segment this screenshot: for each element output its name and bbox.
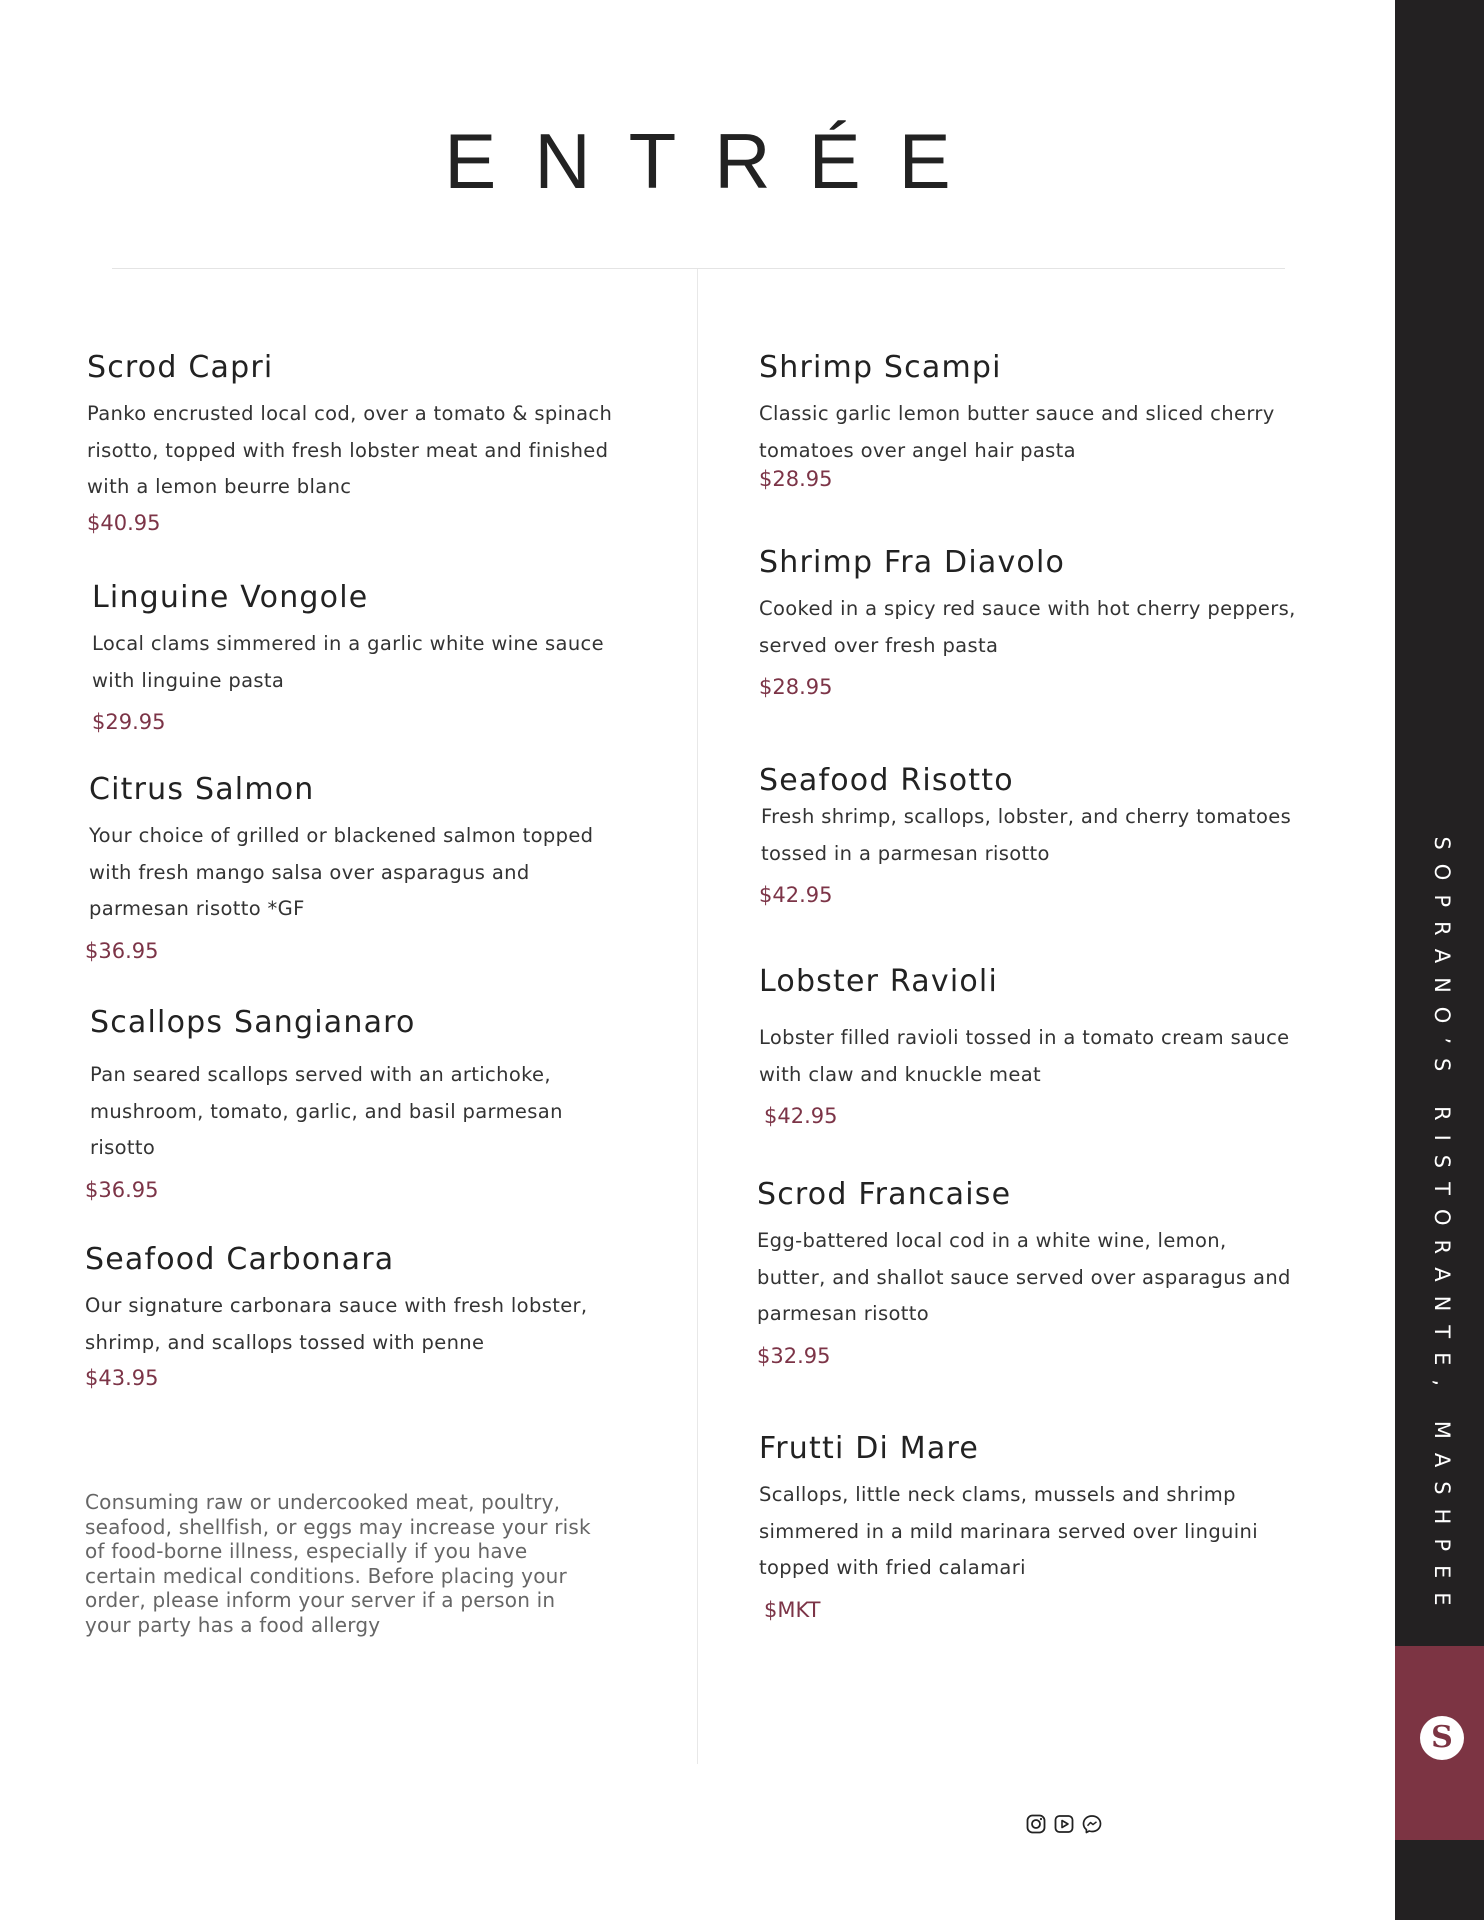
menu-item [87, 350, 627, 538]
menu-item-name: Shrimp Scampi [759, 350, 1002, 385]
social-links [1025, 1813, 1103, 1835]
instagram-icon[interactable] [1025, 1813, 1047, 1835]
menu-item [85, 1005, 610, 1205]
menu-item-name: Citrus Salmon [89, 772, 315, 807]
messenger-icon[interactable] [1081, 1813, 1103, 1835]
menu-item-price: $36.95 [85, 1177, 159, 1202]
menu-item-name: Linguine Vongole [92, 580, 369, 615]
menu-item [759, 763, 1299, 910]
menu-item-name: Scrod Francaise [757, 1177, 1012, 1212]
menu-item-name: Scallops Sangianaro [90, 1005, 416, 1040]
menu-item-description: Pan seared scallops served with an artichoke, mushroom, tomato, garlic, and basil parmesan risotto [90, 1063, 563, 1159]
menu-item-price: $MKT [764, 1597, 821, 1622]
menu-item [85, 772, 629, 966]
menu-item-description: Your choice of grilled or blackened salmon topped with fresh mango salsa over asparagus and parmesan risotto *GF [89, 824, 594, 920]
menu-item-price: $32.95 [757, 1343, 831, 1368]
menu-item-name: Lobster Ravioli [759, 964, 998, 999]
menu-item [759, 350, 1299, 494]
menu-item-price: $36.95 [85, 938, 159, 963]
column-divider [697, 269, 698, 1764]
menu-item [759, 1431, 1299, 1625]
logo-badge-icon [1420, 1716, 1464, 1760]
youtube-icon[interactable] [1053, 1813, 1075, 1835]
menu-item-price: $29.95 [92, 710, 166, 734]
menu-item-name: Seafood Risotto [759, 763, 1014, 798]
menu-item-description: Lobster filled ravioli tossed in a tomato cream sauce with claw and knuckle meat [759, 1026, 1290, 1086]
menu-item-price: $28.95 [759, 675, 833, 699]
title-divider [112, 268, 1285, 269]
menu-item-description: Local clams simmered in a garlic white wine sauce with linguine pasta [92, 632, 604, 692]
menu-item-description: Our signature carbonara sauce with fresh lobster, shrimp, and scallops tossed with penne [85, 1294, 588, 1354]
restaurant-name-vertical: SOPRANO’S RISTORANTE, MASHPEE [1430, 836, 1454, 1620]
menu-item-description: Panko encrusted local cod, over a tomato & spinach risotto, topped with fresh lobster meat and finished with a lemon beurre blanc [87, 402, 613, 498]
menu-item-name: Scrod Capri [87, 350, 274, 385]
menu-item-description: Classic garlic lemon butter sauce and sliced cherry tomatoes over angel hair pasta [759, 402, 1275, 462]
menu-item [757, 1177, 1297, 1371]
page-title: ENTRÉE [444, 117, 989, 205]
menu-item-name: Frutti Di Mare [759, 1431, 979, 1466]
menu-item-name: Shrimp Fra Diavolo [759, 545, 1066, 580]
menu-item-description: Fresh shrimp, scallops, lobster, and cherry tomatoes tossed in a parmesan risotto [761, 805, 1292, 865]
logo-letter: S [1431, 1720, 1453, 1755]
allergy-disclaimer: Consuming raw or undercooked meat, poultry, seafood, shellfish, or eggs may increase your risk of food-borne illness, especially if you have certain medical conditions. Before placing your order, please inform your server if a person in your party has a food allergy [85, 1490, 591, 1637]
menu-item-description: Egg-battered local cod in a white wine, lemon, butter, and shallot sauce served over asparagus and parmesan risotto [757, 1229, 1291, 1325]
menu-item [759, 545, 1299, 702]
menu-item-price: $42.95 [759, 883, 833, 907]
menu-item-description: Scallops, little neck clams, mussels and shrimp simmered in a mild marinara served over linguini topped with fried calamari [759, 1483, 1259, 1579]
menu-item-price: $40.95 [87, 510, 161, 535]
menu-item-price: $43.95 [85, 1366, 159, 1390]
menu-item [85, 1242, 625, 1393]
menu-item-price: $42.95 [764, 1104, 838, 1128]
menu-item [92, 580, 632, 737]
menu-item-name: Seafood Carbonara [85, 1242, 395, 1277]
menu-item [759, 964, 1299, 1131]
menu-item-description: Cooked in a spicy red sauce with hot cherry peppers, served over fresh pasta [759, 597, 1296, 657]
menu-item-price: $28.95 [759, 467, 833, 491]
